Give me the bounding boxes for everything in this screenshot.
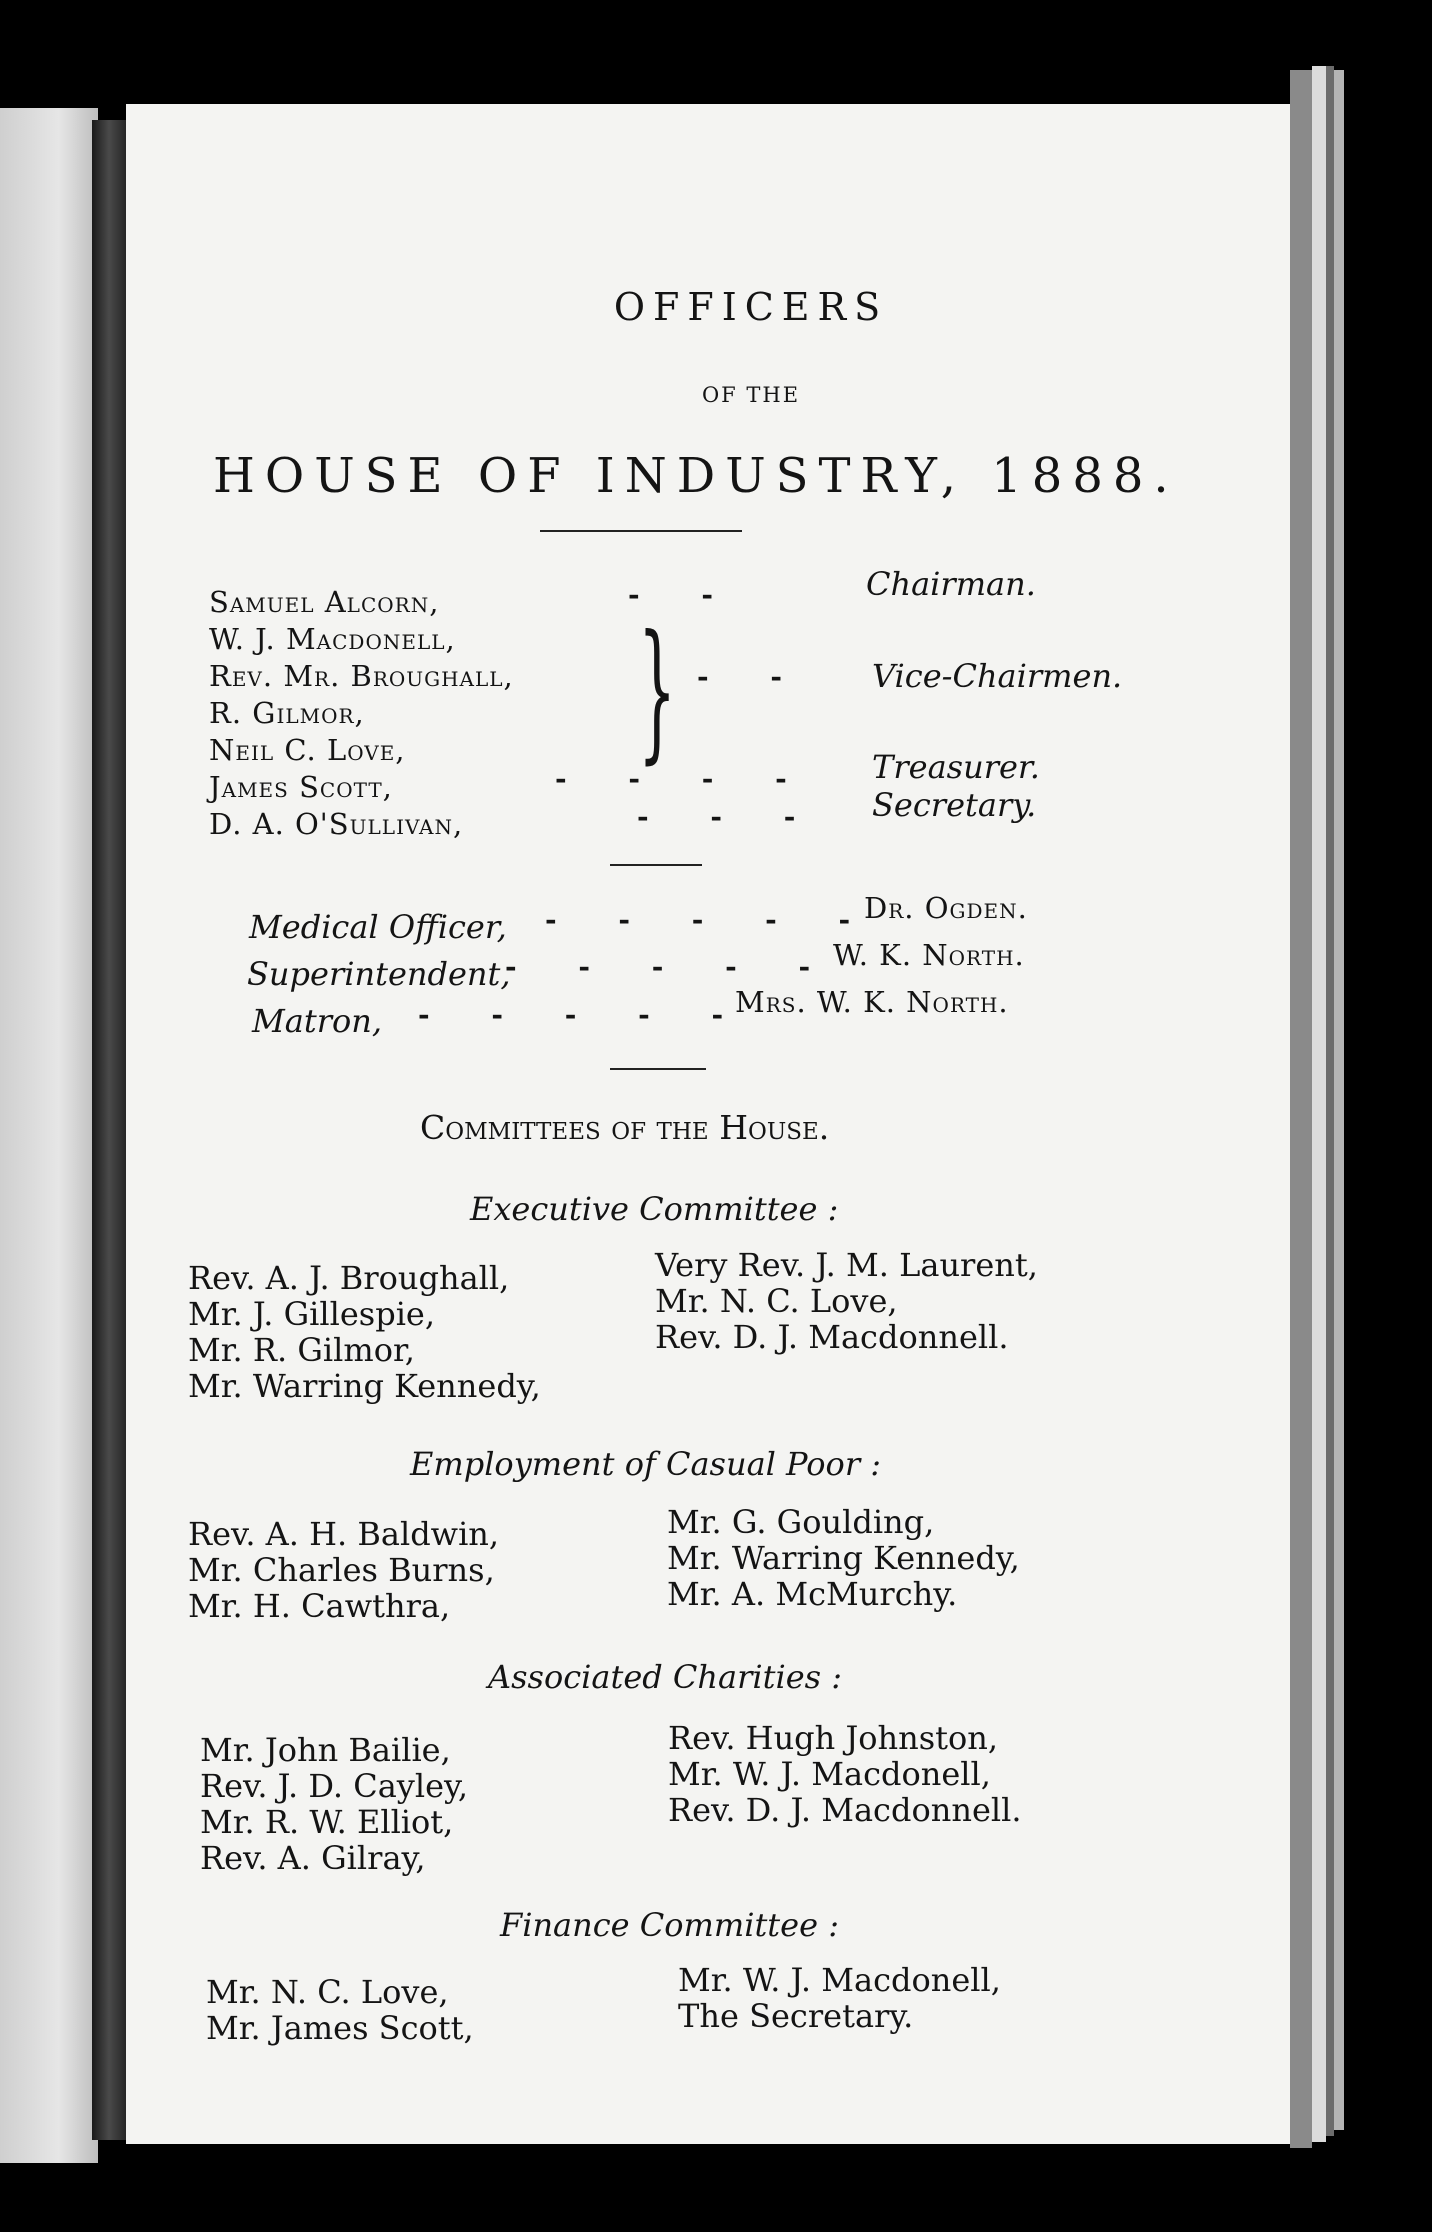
committee-members-left bbox=[188, 1260, 541, 1404]
member-name: Rev. D. J. Macdonnell. bbox=[655, 1318, 1009, 1356]
title-of-the: OF THE bbox=[701, 383, 801, 407]
brace-bracket: } bbox=[638, 604, 677, 778]
committee-members-right bbox=[668, 1720, 1022, 1828]
member-name: Mr. Warring Kennedy, bbox=[667, 1539, 1020, 1577]
committee-members-left bbox=[200, 1732, 468, 1876]
member-name: Rev. A. J. Broughall, bbox=[188, 1259, 510, 1297]
page-title: HOUSE OF INDUSTRY, 1888. bbox=[213, 448, 1179, 504]
staff-role: Matron, bbox=[252, 1002, 383, 1040]
book-gutter bbox=[92, 120, 126, 2140]
officer-name: D. A. O'Sullivan, bbox=[209, 807, 464, 841]
committee-members-right bbox=[667, 1504, 1020, 1612]
leader-dots: - - - - bbox=[555, 762, 813, 795]
leader-dots: - - - - - bbox=[418, 998, 750, 1031]
page-edge bbox=[1326, 66, 1334, 2136]
officer-role: Vice-Chairmen. bbox=[872, 657, 1123, 695]
leader-dots: - - - - - bbox=[505, 950, 837, 983]
member-name: The Secretary. bbox=[678, 1997, 914, 2035]
staff-name: W. K. North. bbox=[833, 938, 1025, 972]
member-name: Mr. N. C. Love, bbox=[655, 1282, 898, 1320]
divider bbox=[540, 530, 742, 532]
member-name: Mr. J. Gillespie, bbox=[188, 1295, 436, 1333]
staff-name: Mrs. W. K. North. bbox=[735, 985, 1009, 1019]
officer-name: Rev. Mr. Broughall, bbox=[209, 659, 514, 693]
facing-page-edge bbox=[0, 108, 98, 2163]
committee-members-left bbox=[206, 1974, 474, 2046]
officer-role: Secretary. bbox=[872, 786, 1037, 824]
committee-title: Associated Charities : bbox=[488, 1658, 843, 1696]
committee-members-left bbox=[188, 1516, 499, 1624]
member-name: Mr. H. Cawthra, bbox=[188, 1587, 451, 1625]
divider bbox=[610, 864, 702, 866]
committee-members-right bbox=[678, 1962, 1001, 2034]
member-name: Mr. N. C. Love, bbox=[206, 1973, 449, 2011]
member-name: Mr. Charles Burns, bbox=[188, 1551, 495, 1589]
committee-title: Executive Committee : bbox=[470, 1190, 839, 1228]
member-name: Mr. W. J. Macdonell, bbox=[678, 1961, 1001, 1999]
member-name: Rev. D. J. Macdonnell. bbox=[668, 1791, 1022, 1829]
page-edge bbox=[1334, 70, 1344, 2130]
member-name: Rev. A. Gilray, bbox=[200, 1839, 426, 1877]
officer-name: Samuel Alcorn, bbox=[209, 585, 440, 619]
staff-name: Dr. Ogden. bbox=[864, 891, 1028, 925]
committee-members-right bbox=[655, 1247, 1038, 1355]
member-name: Rev. Hugh Johnston, bbox=[668, 1719, 999, 1757]
committee-title: Finance Committee : bbox=[500, 1906, 839, 1944]
leader-dots: - - bbox=[628, 578, 739, 611]
member-name: Mr. W. J. Macdonell, bbox=[668, 1755, 991, 1793]
member-name: Mr. James Scott, bbox=[206, 2009, 474, 2047]
officer-name: R. Gilmor, bbox=[209, 696, 365, 730]
member-name: Mr. Warring Kennedy, bbox=[188, 1367, 541, 1405]
member-name: Rev. A. H. Baldwin, bbox=[188, 1515, 500, 1553]
officer-name: James Scott, bbox=[209, 770, 393, 804]
page-edge bbox=[1290, 70, 1312, 2148]
officer-role: Treasurer. bbox=[872, 748, 1040, 786]
title-officers: OFFICERS bbox=[613, 285, 889, 329]
leader-dots: - - bbox=[697, 660, 808, 693]
member-name: Mr. R. W. Elliot, bbox=[200, 1803, 454, 1841]
officer-role: Chairman. bbox=[866, 565, 1036, 603]
committees-heading: Committees of the House. bbox=[420, 1108, 830, 1147]
member-name: Mr. G. Goulding, bbox=[667, 1503, 935, 1541]
divider bbox=[610, 1068, 706, 1070]
committee-title: Employment of Casual Poor : bbox=[410, 1445, 882, 1483]
staff-role: Superintendent, bbox=[247, 955, 511, 993]
member-name: Very Rev. J. M. Laurent, bbox=[655, 1246, 1038, 1284]
leader-dots: - - - - - bbox=[545, 903, 877, 936]
member-name: Mr. John Bailie, bbox=[200, 1731, 451, 1769]
officer-name: Neil C. Love, bbox=[209, 733, 406, 767]
member-name: Rev. J. D. Cayley, bbox=[200, 1767, 469, 1805]
member-name: Mr. A. McMurchy. bbox=[667, 1575, 958, 1613]
leader-dots: - - - bbox=[637, 800, 822, 833]
staff-role: Medical Officer, bbox=[249, 908, 507, 946]
member-name: Mr. R. Gilmor, bbox=[188, 1331, 415, 1369]
page-edge bbox=[1312, 66, 1326, 2142]
officer-name: W. J. Macdonell, bbox=[209, 622, 456, 656]
